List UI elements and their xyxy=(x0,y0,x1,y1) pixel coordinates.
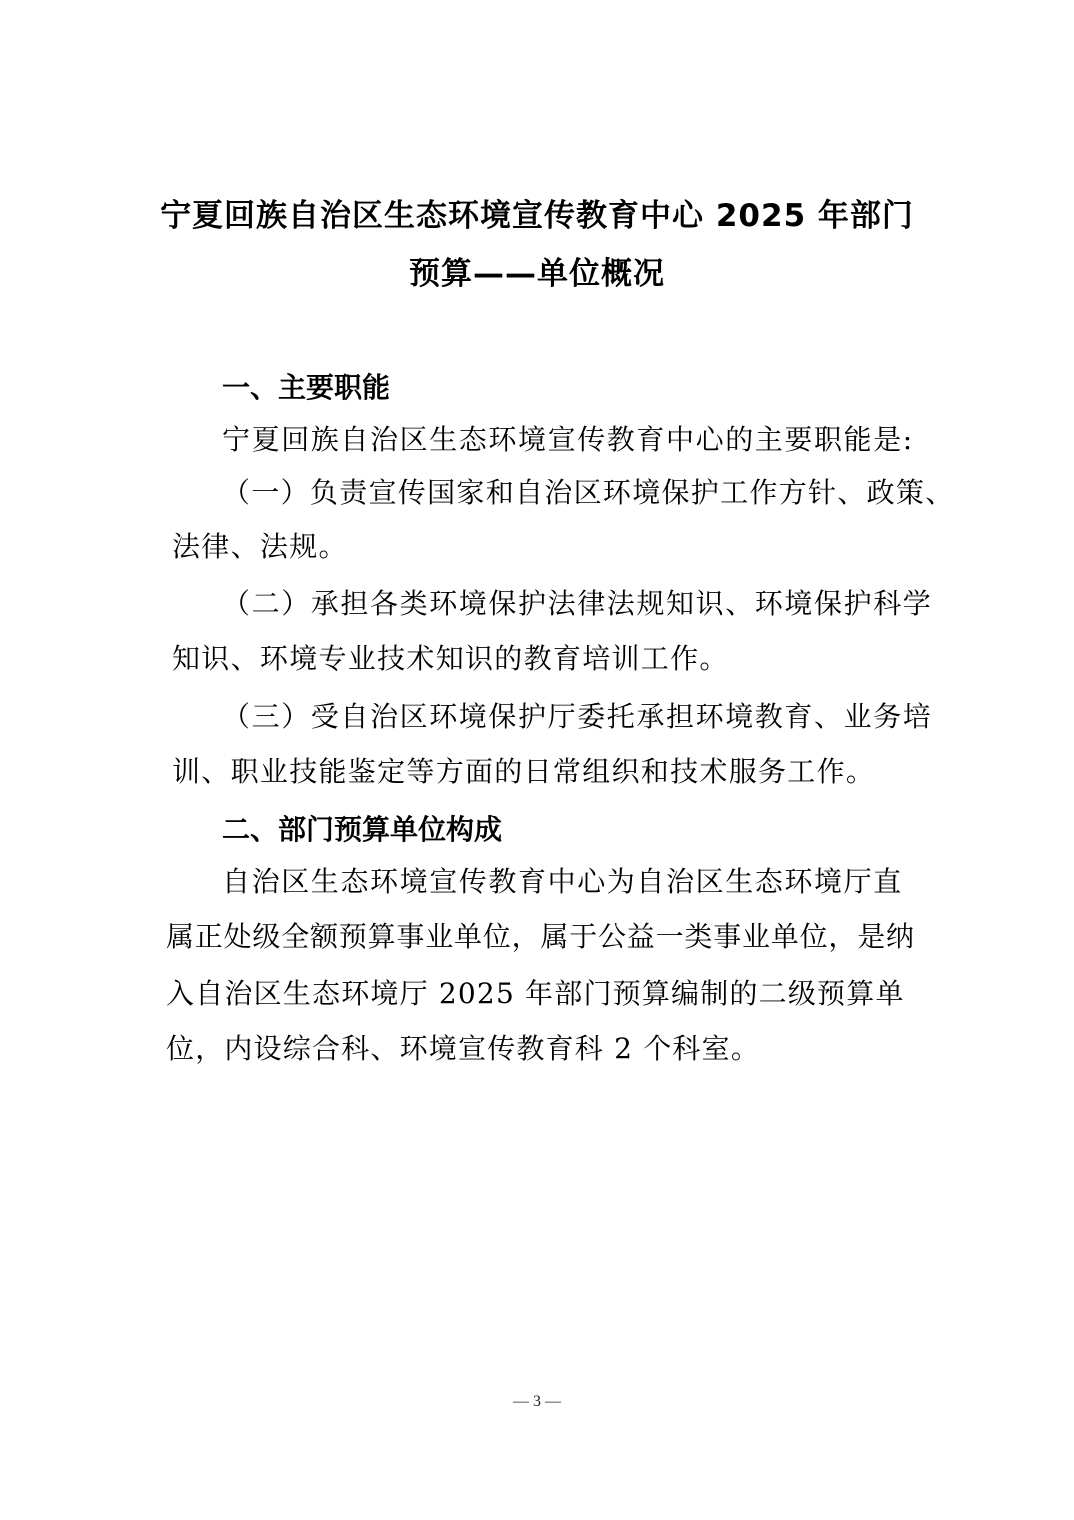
section-heading-budget-units: 二、部门预算单位构成 xyxy=(222,813,503,846)
function-item-2-line-1: （二）承担各类环境保护法律法规知识、环境保护科学 xyxy=(222,587,933,620)
budget-units-line-3: 入自治区生态环境厅 2025 年部门预算编制的二级预算单 xyxy=(166,977,905,1010)
function-item-2-line-2: 知识、环境专业技术知识的教育培训工作。 xyxy=(172,642,729,675)
function-item-3-line-2: 训、职业技能鉴定等方面的日常组织和技术服务工作。 xyxy=(172,755,876,788)
function-item-3-line-1: （三）受自治区环境保护厅委托承担环境教育、业务培 xyxy=(222,700,933,733)
section-heading-main-functions: 一、主要职能 xyxy=(222,371,391,404)
budget-units-line-4: 位，内设综合科、环境宣传教育科 2 个科室。 xyxy=(166,1032,761,1065)
page-number: — 3 — xyxy=(513,1393,561,1410)
budget-units-line-1: 自治区生态环境宣传教育中心为自治区生态环境厅直 xyxy=(222,865,903,898)
function-item-1-line-2: 法律、法规。 xyxy=(172,530,348,563)
functions-intro: 宁夏回族自治区生态环境宣传教育中心的主要职能是: xyxy=(222,423,914,456)
document-title-line-2: 预算——单位概况 xyxy=(409,256,665,292)
document-title-line-1: 宁夏回族自治区生态环境宣传教育中心 2025 年部门 xyxy=(160,198,914,234)
budget-units-line-2: 属正处级全额预算事业单位，属于公益一类事业单位，是纳 xyxy=(166,920,915,953)
function-item-1-line-1: （一）负责宣传国家和自治区环境保护工作方针、政策、 xyxy=(222,476,955,509)
